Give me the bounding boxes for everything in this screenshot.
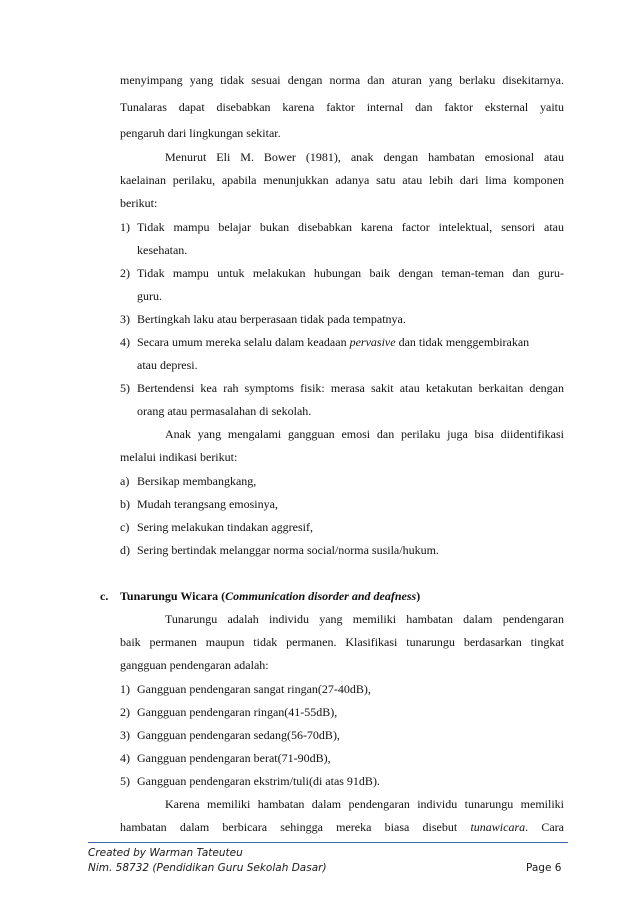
page-number: Page 6 (526, 862, 562, 874)
list-number: 2) (120, 266, 130, 280)
paragraph-line: kaelainan perilaku, apabila menunjukkan adanya satu atau lebih dari lima komponen (120, 173, 564, 187)
paragraph-line: Karena memiliki hambatan dalam pendengaran individu tunarungu memiliki (165, 797, 564, 811)
paragraph-line: melalui indikasi berikut: (120, 450, 238, 464)
list-item-text: orang atau permasalahan di sekolah. (137, 404, 312, 418)
list-item-text: Gangguan pendengaran berat(71-90dB), (137, 751, 331, 765)
italic-term: tunawicara (470, 820, 526, 834)
paragraph-line: menyimpang yang tidak sesuai dengan norma dan aturan yang berlaku disekitarnya. (120, 73, 564, 87)
list-number: 3) (120, 728, 130, 742)
list-number: 1) (120, 220, 130, 234)
list-item-text: Bertingkah laku atau berperasaan tidak pada tempatnya. (137, 312, 406, 326)
italic-term: pervasive (349, 335, 396, 349)
footer-nim: Nim. 58732 (Pendidikan Guru Sekolah Dasar) (88, 862, 327, 874)
list-number: 4) (120, 335, 130, 349)
list-item-text: kesehatan. (137, 243, 188, 257)
paragraph-line: Anak yang mengalami gangguan emosi dan perilaku juga bisa diidentifikasi (165, 427, 564, 441)
list-item-text: Gangguan pendengaran sangat ringan(27-40dB), (137, 682, 371, 696)
list-number: 3) (120, 312, 130, 326)
list-item-text: Bertendensi kea rah symptoms fisik: merasa sakit atau ketakutan berkaitan dengan (137, 381, 564, 395)
list-letter: a) (120, 474, 130, 488)
list-letter: d) (120, 543, 130, 557)
list-item-text: Sering bertindak melanggar norma social/norma susila/hukum. (137, 543, 439, 557)
list-item-text: Tidak mampu untuk melakukan hubungan baik dengan teman-teman dan guru- (137, 266, 564, 280)
paragraph-line: Tunarungu adalah individu yang memiliki hambatan dalam pendengaran (165, 612, 564, 626)
list-letter: b) (120, 497, 130, 511)
footer-author: Created by Warman Tateuteu (88, 847, 243, 859)
list-item-text: atau depresi. (137, 358, 198, 372)
list-item-text: Gangguan pendengaran ringan(41-55dB), (137, 705, 338, 719)
list-letter: c) (120, 520, 130, 534)
list-item-text-part: Secara umum mereka selalu dalam keadaan (137, 335, 350, 349)
paragraph-line: baik permanen maupun tidak permanen. Klasifikasi tunarungu berdasarkan tingkat (120, 635, 564, 649)
section-number: c. (100, 589, 109, 603)
list-item-text: Gangguan pendengaran sedang(56-70dB), (137, 728, 340, 742)
list-number: 2) (120, 705, 130, 719)
list-number: 4) (120, 751, 130, 765)
footer-rule (88, 842, 568, 843)
paragraph-text-part: . Cara (525, 820, 564, 834)
paragraph-text-part: hambatan dalam berbicara sehingga mereka biasa disebut (120, 820, 471, 834)
list-item-text (137, 335, 564, 349)
heading-close: ) (416, 589, 421, 603)
list-item-text: Gangguan pendengaran ekstrim/tuli(di atas 91dB). (137, 774, 380, 788)
heading-text: Tunarungu Wicara ( (120, 589, 226, 603)
paragraph-line: gangguan pendengaran adalah: (120, 658, 269, 672)
list-item-text-part: dan tidak menggembirakan (395, 335, 530, 349)
paragraph-line: Tunalaras dapat disebabkan karena faktor internal dan faktor eksternal yaitu (120, 100, 564, 114)
heading-italic-text: Communication disorder and deafness (225, 589, 417, 603)
paragraph-line: Menurut Eli M. Bower (1981), anak dengan hambatan emosional atau (165, 150, 564, 164)
list-item-text: Bersikap membangkang, (137, 474, 257, 488)
list-number: 5) (120, 774, 130, 788)
list-item-text: Mudah terangsang emosinya, (137, 497, 278, 511)
list-item-text: guru. (137, 289, 162, 303)
paragraph-line: pengaruh dari lingkungan sekitar. (120, 126, 281, 140)
paragraph-line (120, 820, 564, 834)
list-number: 1) (120, 682, 130, 696)
section-heading (120, 589, 420, 603)
list-item-text: Tidak mampu belajar bukan disebabkan karena factor intelektual, sensori atau (137, 220, 564, 234)
list-item-text: Sering melakukan tindakan aggresif, (137, 520, 313, 534)
paragraph-line: berikut: (120, 196, 158, 210)
list-number: 5) (120, 381, 130, 395)
